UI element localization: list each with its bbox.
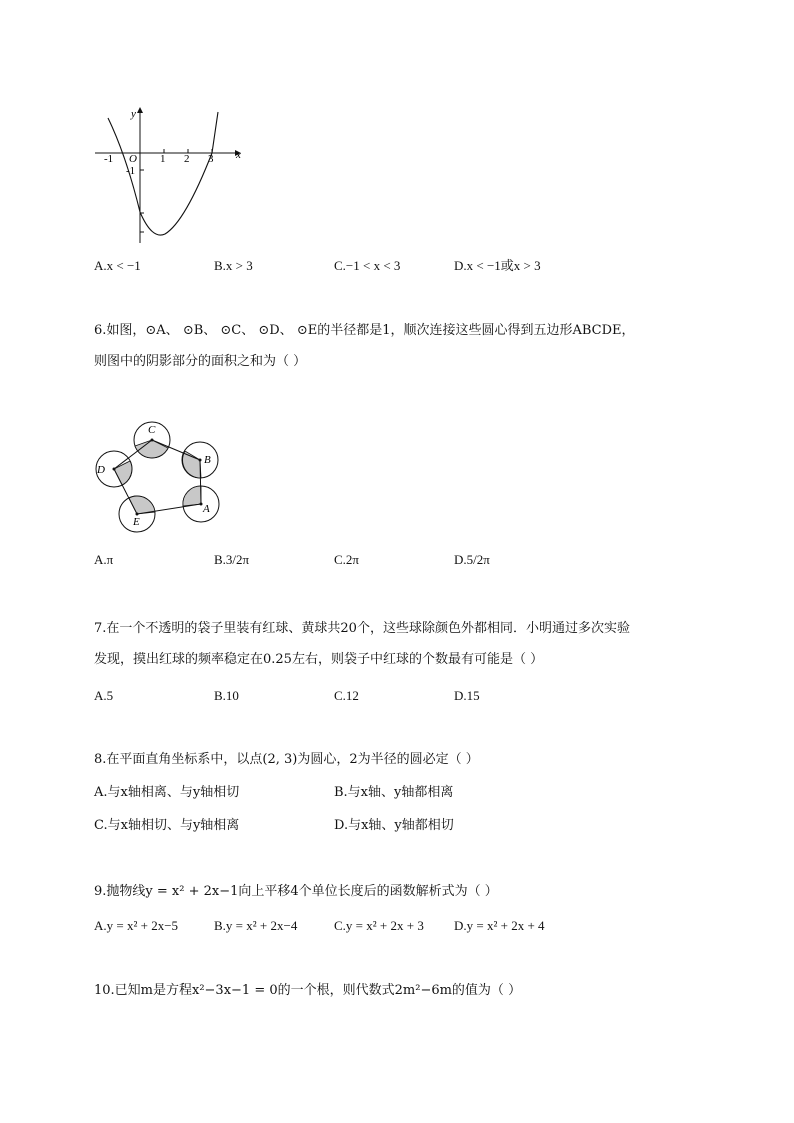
q7-option-b: B.10 bbox=[214, 688, 239, 703]
q7-option-a: A.5 bbox=[94, 688, 114, 703]
q5-option-d: D.x < −1或x > 3 bbox=[454, 258, 541, 273]
q5-option-c: C.−1 < x < 3 bbox=[334, 258, 401, 273]
q6-stem-line1: 6.如图，⊙A、 ⊙B、 ⊙C、 ⊙D、 ⊙E的半径都是1，顺次连接这些圆心得到五边形ABCDE， bbox=[94, 323, 635, 338]
label-d: D bbox=[97, 464, 105, 476]
q9-stem: 9.抛物线y = x² + 2x−1向上平移4个单位长度后的函数解析式为（ ） bbox=[94, 884, 498, 899]
q9-option-a: A.y = x² + 2x−5 bbox=[94, 918, 179, 933]
y-tick-neg1: -1 bbox=[126, 165, 136, 177]
q6-stem-line2: 则图中的阴影部分的面积之和为（ ） bbox=[94, 354, 307, 369]
q5-option-a: A.x < −1 bbox=[94, 258, 141, 273]
label-b: B bbox=[204, 454, 211, 466]
q10-stem: 10.已知m是方程x²−3x−1 = 0的一个根，则代数式2m²−6m的值为（ ） bbox=[94, 983, 522, 998]
sector-a bbox=[183, 486, 201, 506]
q6-option-a: A.π bbox=[94, 552, 114, 567]
q9-option-d: D.y = x² + 2x + 4 bbox=[454, 918, 545, 933]
q7-stem-line1: 7.在一个不透明的袋子里装有红球、黄球共20个，这些球除颜色外都相同．小明通过多次实验 bbox=[94, 621, 630, 636]
x-axis-label: x bbox=[236, 149, 241, 161]
parabola-graph bbox=[90, 100, 260, 250]
q6-option-c: C.2π bbox=[334, 552, 359, 567]
q5-option-b: B.x > 3 bbox=[214, 258, 253, 273]
q9-option-c: C.y = x² + 2x + 3 bbox=[334, 918, 424, 933]
q8-option-d: D.与x轴、y轴都相切 bbox=[334, 818, 454, 833]
q6-option-b: B.3/2π bbox=[214, 552, 250, 567]
x-tick-neg1: -1 bbox=[104, 153, 114, 165]
q8-option-c: C.与x轴相切、与y轴相离 bbox=[94, 818, 240, 833]
q8-option-b: B.与x轴、y轴都相离 bbox=[334, 785, 454, 800]
q8-stem: 8.在平面直角坐标系中，以点(2, 3)为圆心，2为半径的圆必定（ ） bbox=[94, 752, 479, 767]
label-e: E bbox=[133, 516, 140, 528]
x-tick-3: 3 bbox=[208, 153, 214, 165]
q7-option-c: C.12 bbox=[334, 688, 359, 703]
q9-option-b: B.y = x² + 2x−4 bbox=[214, 918, 298, 933]
pentagon-circles-figure bbox=[90, 415, 230, 535]
q7-stem-line2: 发现，摸出红球的频率稳定在0.25左右，则袋子中红球的个数最有可能是（ ） bbox=[94, 652, 544, 667]
label-c: C bbox=[148, 424, 156, 436]
y-axis-label: y bbox=[131, 108, 136, 120]
x-tick-1: 1 bbox=[160, 153, 166, 165]
origin-label: O bbox=[129, 153, 137, 165]
q7-option-d: D.15 bbox=[454, 688, 480, 703]
q8-option-a: A.与x轴相离、与y轴相切 bbox=[94, 785, 240, 800]
q6-option-d: D.5/2π bbox=[454, 552, 490, 567]
label-a: A bbox=[203, 503, 210, 515]
x-tick-2: 2 bbox=[184, 153, 190, 165]
parabola-curve bbox=[108, 112, 218, 235]
